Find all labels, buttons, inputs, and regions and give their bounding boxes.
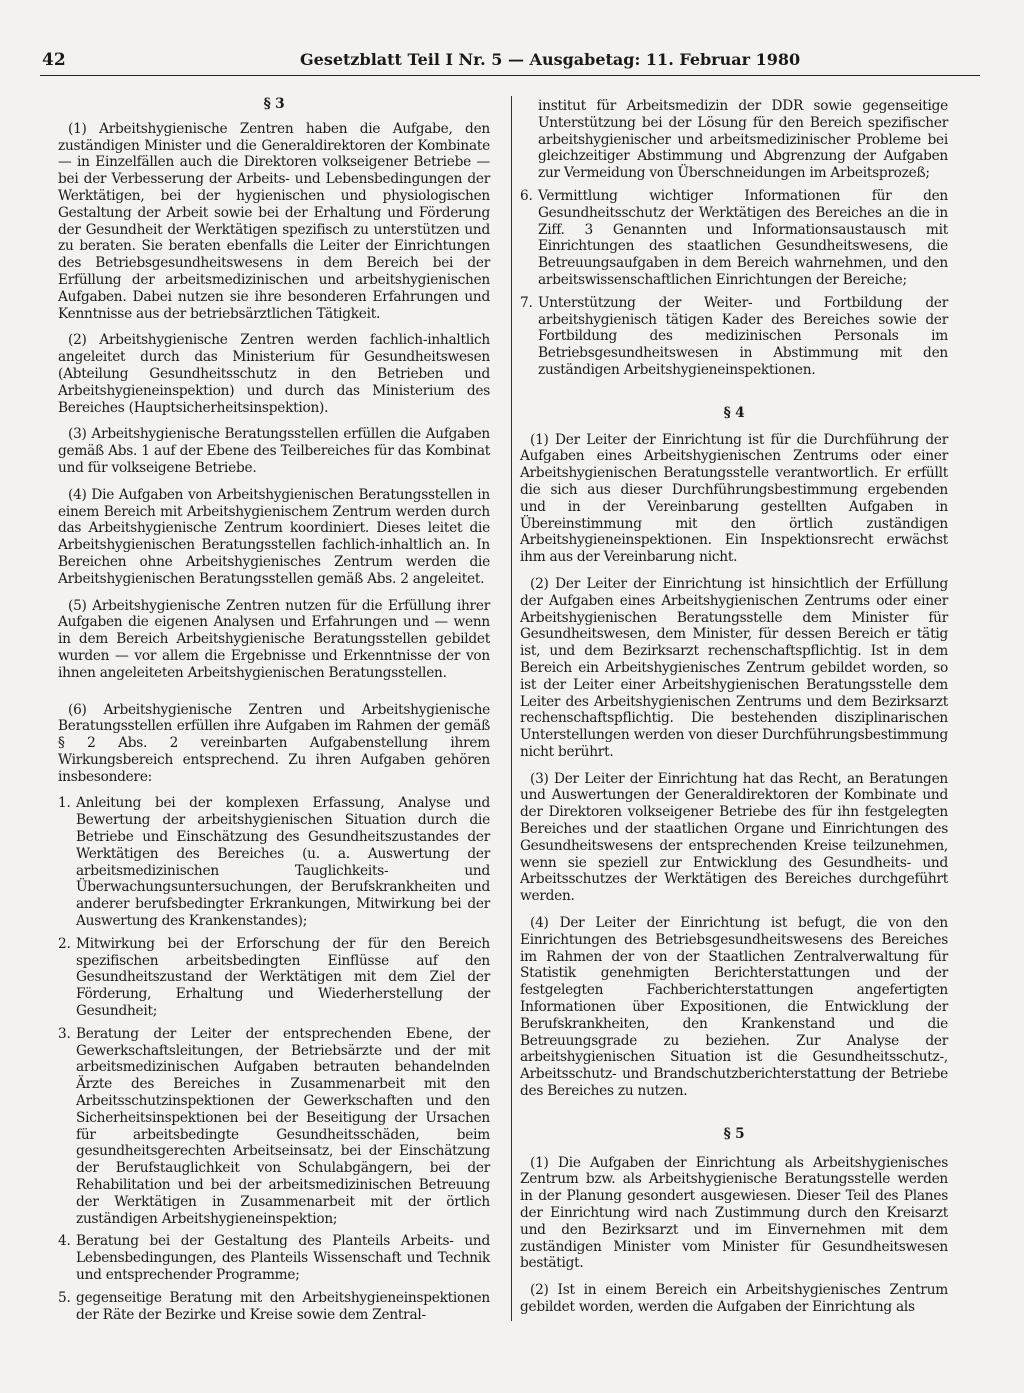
- section-5-paragraph-2: (2) Ist in einem Bereich ein Arbeitshygienisches Zentrum gebildet worden, werden die Aufgaben der Einrichtung als: [520, 1282, 948, 1315]
- section-3-paragraph-3: (3) Arbeitshygienische Beratungsstellen erfüllen die Aufgaben gemäß Abs. 1 auf der Ebene des Teilbereiches für das Kombinat und für volkseigene Betriebe.: [58, 426, 490, 476]
- section-4-paragraph-3: (3) Der Leiter der Einrichtung hat das Recht, an Beratungen und Auswertungen der Generaldirektoren der Kombinate und der Direktoren volkseigener Betriebe des für ihn festgelegten Bereiches und der staatlichen Organe und Einrichtungen des Gesundheitswesens der entsprechenden Kreise teilzunehmen, wenn sie speziell zur Entwicklung des Gesundheits- und Arbeitsschutzes der Werktätigen des Bereiches durchgeführt werden.: [520, 770, 948, 905]
- section-4-paragraph-1: (1) Der Leiter der Einrichtung ist für die Durchführung der Aufgaben eines Arbeitshygienischen Zentrums oder einer Arbeitshygienischen Beratungsstelle verantwortlich. Er erfüllt die sich aus dieser Durchführungsbestimmung ergebenden und in der Vereinbarung gestellten Aufgaben in Übereinstimmung mit den örtlich zuständigen Arbeitshygieneinspektionen. Ein Inspektionsrecht erwächst ihm aus der Vereinbarung nicht.: [520, 431, 948, 566]
- right-column: [520, 98, 948, 1326]
- page-header: [40, 50, 980, 78]
- section-3-heading: § 3: [263, 96, 285, 112]
- list-item-5-continuation: institut für Arbeitsmedizin der DDR sowie gegenseitige Unterstützung bei der Lösung für den Bereich spezifischer arbeitshygienischer und arbeitsmedizinischer Probleme bei gleichzeitiger Abstimmung und Abgrenzung der Aufgaben zur Vermeidung von Überschneidungen im Arbeitsprozeß;: [538, 98, 948, 182]
- list-item: 2. Mitwirkung bei der Erforschung der für den Bereich spezifischen arbeitsbedingten Einflüsse auf den Gesundheitszustand der Werktätigen mit dem Ziel der Förderung, Erhaltung und Wiederherstellung der Gesundheit;: [58, 935, 490, 1020]
- list-item: 7. Unterstützung der Weiter- und Fortbildung der arbeitshygienisch tätigen Kader des Bereiches sowie der Fortbildung des medizinischen Personals im Betriebsgesundheitswesen in Abstimmung mit den zuständigen Arbeitshygieneinspektionen.: [520, 294, 948, 378]
- header-rule: [40, 75, 980, 76]
- section-3-paragraph-4: (4) Die Aufgaben von Arbeitshygienischen Beratungsstellen in einem Bereich mit Arbeitshygienischem Zentrum werden durch das Arbeitshygienische Zentrum koordiniert. Dieses leitet die Arbeitshygienischen Beratungsstellen fachlich-inhaltlich an. In Bereichen ohne Arbeitshygienisches Zentrum werden die Arbeitshygienischen Beratungsstellen gemäß Abs. 2 angeleitet.: [58, 486, 490, 587]
- list-item: 5. gegenseitige Beratung mit den Arbeitshygieneinspektionen der Räte der Bezirke und Kreise sowie dem Zentral-: [58, 1289, 490, 1323]
- section-4-paragraph-2: (2) Der Leiter der Einrichtung ist hinsichtlich der Erfüllung der Aufgaben eines Arbeitshygienischen Zentrums oder einer Arbeitshygienischen Beratungsstelle dem Minister für Gesundheitswesen, dem Minister, für dessen Bereich er tätig ist, und dem Bezirksarzt rechenschaftspflichtig. Ist in dem Bereich ein Arbeitshygienisches Zentrum gebildet worden, so ist der Leiter einer Arbeitshygienischen Beratungsstelle dem Leiter des Arbeitshygienischen Zentrums und dem Bezirksarzt rechenschaftspflichtig. Die bestehenden disziplinarischen Unterstellungen werden von dieser Durchführungsbestimmung nicht berührt.: [520, 575, 948, 760]
- list-item: 1. Anleitung bei der komplexen Erfassung, Analyse und Bewertung der arbeitshygienischen Situation durch die Betriebe und Einschätzung des Gesundheitszustandes der Werktätigen des Bereiches (u. a. Auswertung der arbeitsmedizinischen Tauglichkeits- und Überwachungsuntersuchungen, der Berufskrankheiten und anderer berufsbedingter Erkrankungen, Mitwirkung bei der Auswertung des Krankenstandes);: [58, 795, 490, 930]
- section-5-paragraph-1: (1) Die Aufgaben der Einrichtung als Arbeitshygienisches Zentrum bzw. als Arbeitshygienische Beratungsstelle werden in der Planung gesondert ausgewiesen. Dieser Teil des Planes der Einrichtung wird nach Zustimmung durch den Kreisarzt und den Bezirksarzt und im Einvernehmen mit dem zuständigen Minister vom Minister für Gesundheitswesen bestätigt.: [520, 1154, 948, 1272]
- page-number: 42: [42, 50, 66, 70]
- gazette-title: Gesetzblatt Teil I Nr. 5 — Ausgabetag: 11. Februar 1980: [300, 50, 801, 69]
- section-3-paragraph-6: (6) Arbeitshygienische Zentren und Arbeitshygienische Beratungsstellen erfüllen ihre Aufgaben im Rahmen der gemäß § 2 Abs. 2 vereinbarten Aufgabenstellung ihrem Wirkungsbereich entsprechend. Zu ihren Aufgaben gehören insbesondere:: [58, 701, 490, 785]
- list-item: 3. Beratung der Leiter der entsprechenden Ebene, der Gewerkschaftsleitungen, der Betriebsärzte und der mit arbeitsmedizinischen Aufgaben betrauten behandelnden Ärzte des Bereiches in Zusammenarbeit mit den Arbeitsschutzinspektionen der Gewerkschaften und den Sicherheitsinspektionen bei der Beseitigung der Ursachen für arbeitsbedingte Gesundheitsschäden, beim gesundheitsgerechten Arbeitseinsatz, bei der Einschätzung der Berufstauglichkeit von Schulabgängern, bei der Rehabilitation und bei der arbeitsmedizinischen Betreuung der Werktätigen in Zusammenarbeit mit der örtlich zuständigen Arbeitshygieneinspektion;: [58, 1025, 490, 1227]
- section-5-heading: § 5: [723, 1125, 745, 1142]
- section-3-paragraph-1: (1) Arbeitshygienische Zentren haben die Aufgabe, den zuständigen Minister und die Generaldirektoren der Kombinate — in Einzelfällen auch die Direktoren volkseigener Betriebe — bei der Verbesserung der Arbeits- und Lebensbedingungen der Werktätigen, bei der hygienischen und physiologischen Gestaltung der Arbeit sowie bei der Erhaltung und Förderung der Gesundheit der Werktätigen spezifisch zu unterstützen und zu beraten. Sie beraten ebenfalls die Leiter der Einrichtungen des Betriebsgesundheitswesens in dem Bereich bei der Erfüllung der arbeitsmedizinischen und arbeitshygienischen Aufgaben. Dabei nutzen sie ihre besonderen Erfahrungen und Kenntnisse aus der betriebsärztlichen Tätigkeit.: [58, 120, 490, 322]
- section-4-paragraph-4: (4) Der Leiter der Einrichtung ist befugt, die von den Einrichtungen des Betriebsgesundheitswesens des Bereiches im Rahmen der von der Staatlichen Zentralverwaltung für Statistik genehmigten Berichterstattungen und der festgelegten Fachberichterstattungen angefertigten Informationen über Expositionen, die Entwicklung der Berufskrankheiten, den Krankenstand und die Betreuungsgrade zu beziehen. Zur Analyse der arbeitshygienischen Situation ist die Gesundheitsschutz-, Arbeitsschutz- und Brandschutzberichterstattung der Betriebe des Bereiches zu nutzen.: [520, 915, 948, 1100]
- list-item: 4. Beratung bei der Gestaltung des Planteils Arbeits- und Lebensbedingungen, des Planteils Wissenschaft und Technik und entsprechender Programme;: [58, 1233, 490, 1283]
- task-list-left: [58, 795, 490, 1323]
- section-4-heading: § 4: [723, 404, 745, 421]
- section-3-paragraph-5: (5) Arbeitshygienische Zentren nutzen für die Erfüllung ihrer Aufgaben die eigenen Analysen und Erfahrungen und — wenn in dem Bereich Arbeitshygienische Beratungsstellen gebildet wurden — vor allem die Ergebnisse und Erkenntnisse der von ihnen angeleiteten Arbeitshygienischen Beratungsstellen.: [58, 597, 490, 681]
- column-divider: [511, 96, 512, 1321]
- section-3-paragraph-2: (2) Arbeitshygienische Zentren werden fachlich-inhaltlich angeleitet durch das Ministerium für Gesundheitswesen (Abteilung Gesundheitsschutz in den Betrieben und Arbeitshygieneinspektion) und durch das Ministerium des Bereiches (Hauptsicherheitsinspektion).: [58, 332, 490, 416]
- task-list-right: [520, 188, 948, 379]
- list-item: 6. Vermittlung wichtiger Informationen für den Gesundheitsschutz der Werktätigen des Bereiches an die in Ziff. 3 Genannten und Informationsaustausch mit Einrichtungen des staatlichen Gesundheitswesens, die Betreuungsaufgaben in dem Bereich wahrnehmen, und den arbeitswissenschaftlichen Einrichtungen der Bereiche;: [520, 187, 948, 288]
- left-column: [58, 96, 490, 1333]
